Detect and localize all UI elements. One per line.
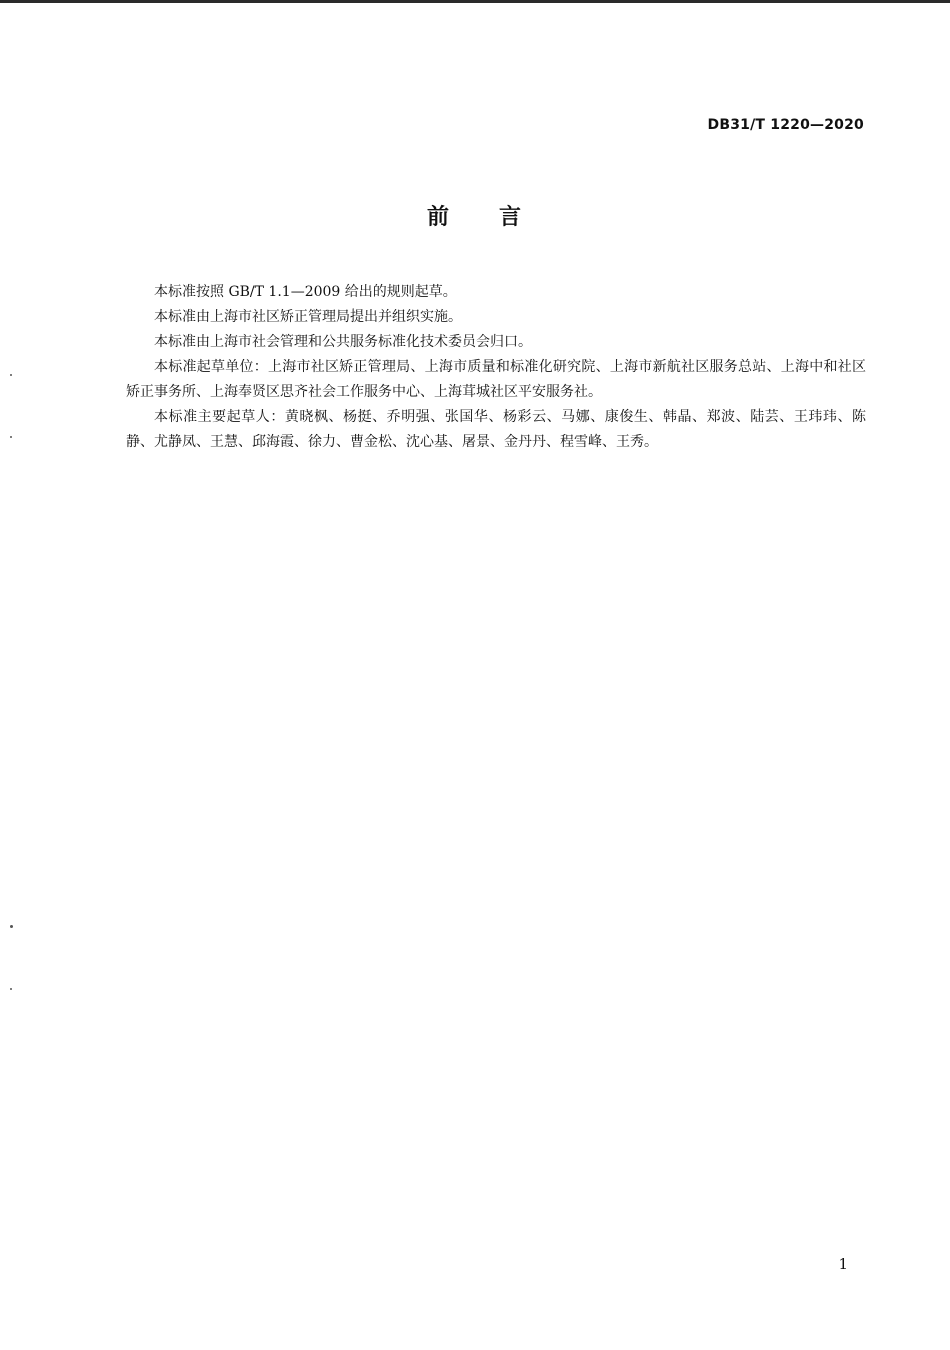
- paragraph-centralized-by: 本标准由上海市社会管理和公共服务标准化技术委员会归口。: [154, 334, 532, 350]
- paragraph-proposer: 本标准由上海市社区矫正管理局提出并组织实施。: [154, 309, 462, 325]
- scan-speck: [10, 988, 12, 990]
- paragraph-drafting-rules: 本标准按照 GB/T 1.1—2009 给出的规则起草。: [154, 284, 457, 300]
- document-code: DB31/T 1220—2020: [707, 117, 864, 133]
- paragraph-drafting-units: 本标准起草单位：上海市社区矫正管理局、上海市质量和标准化研究院、上海市新航社区服务总站、上海中和社区矫正事务所、上海奉贤区思齐社会工作服务中心、上海茸城社区平安服务社。: [126, 359, 866, 400]
- paragraph-drafters: 本标准主要起草人：黄晓枫、杨挺、乔明强、张国华、杨彩云、马娜、康俊生、韩晶、郑波、陆芸、王玮玮、陈静、尤静凤、王慧、邱海霞、徐力、曹金松、沈心基、屠景、金丹丹、程雪峰、王秀。: [126, 409, 866, 450]
- page-title: 前 言: [426, 205, 523, 230]
- page-top-edge: [0, 0, 950, 3]
- foreword-body: [126, 280, 866, 455]
- scan-speck: [10, 925, 13, 928]
- scan-speck: [10, 374, 12, 376]
- page-number: 1: [838, 1255, 848, 1273]
- scan-speck: [10, 436, 12, 438]
